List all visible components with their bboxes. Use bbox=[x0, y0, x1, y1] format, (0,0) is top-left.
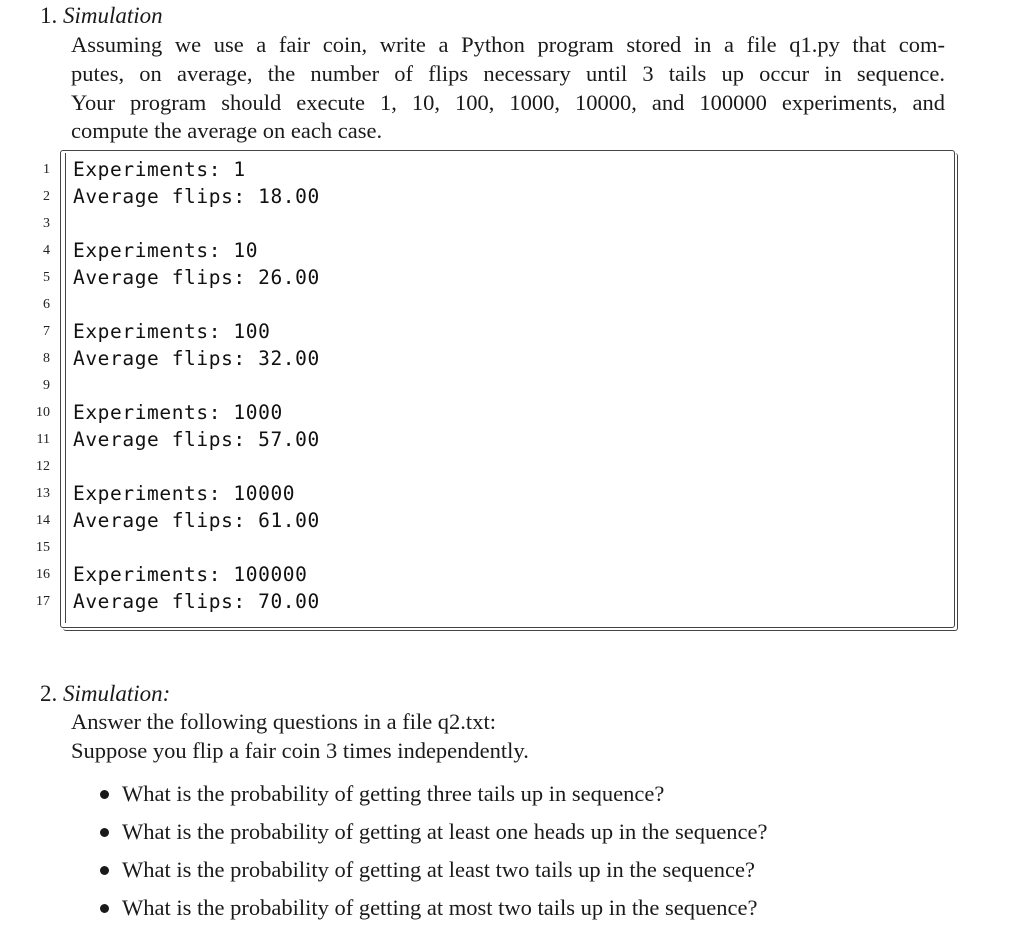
description-line: Assuming we use a fair coin, write a Python program stored in a file q1.py that com- bbox=[71, 32, 945, 57]
question-1-number: 1. bbox=[40, 3, 58, 28]
line-number: 5 bbox=[43, 270, 50, 285]
line-number: 10 bbox=[36, 405, 50, 420]
code-line: Average flips: 61.00 bbox=[73, 509, 320, 532]
gutter-divider bbox=[65, 153, 66, 623]
line-number: 15 bbox=[36, 540, 50, 555]
line-number: 2 bbox=[43, 189, 50, 204]
line-number: 8 bbox=[43, 351, 50, 366]
question-2-number: 2. bbox=[40, 681, 58, 706]
description-line: putes, on average, the number of flips necessary until 3 tails up occur in sequence. bbox=[71, 60, 945, 86]
bullet-dot-icon bbox=[100, 904, 109, 913]
description-line: Your program should execute 1, 10, 100, 1000, 10000, and 100000 experiments, and bbox=[71, 89, 945, 115]
question-2-heading bbox=[40, 680, 170, 708]
code-line: Average flips: 26.00 bbox=[73, 266, 320, 289]
code-line: Average flips: 70.00 bbox=[73, 590, 320, 613]
description-line: Answer the following questions in a file q2.txt: bbox=[71, 709, 496, 734]
question-1-description bbox=[71, 31, 945, 146]
code-line: Average flips: 18.00 bbox=[73, 185, 320, 208]
bullet-item: What is the probability of getting three tails up in sequence? bbox=[122, 781, 665, 806]
code-line: Experiments: 100000 bbox=[73, 563, 308, 586]
bullet-item: What is the probability of getting at least two tails up in the sequence? bbox=[122, 857, 755, 882]
question-2-description bbox=[71, 708, 945, 766]
code-line: Experiments: 100 bbox=[73, 320, 271, 343]
description-line: compute the average on each case. bbox=[71, 118, 383, 144]
code-frame bbox=[60, 150, 955, 628]
line-number: 14 bbox=[36, 513, 50, 528]
code-line: Experiments: 1 bbox=[73, 158, 246, 181]
question-2 bbox=[0, 680, 1024, 936]
question-2-title: Simulation: bbox=[63, 681, 171, 706]
line-number: 6 bbox=[43, 297, 50, 312]
question-1-title: Simulation bbox=[63, 3, 163, 28]
bullet-dot-icon bbox=[100, 828, 109, 837]
code-line: Experiments: 1000 bbox=[73, 401, 283, 424]
code-line: Average flips: 32.00 bbox=[73, 347, 320, 370]
bullet-dot-icon bbox=[100, 790, 109, 799]
line-number: 3 bbox=[43, 216, 50, 231]
code-listing bbox=[0, 150, 1024, 630]
code-line: Experiments: 10 bbox=[73, 239, 259, 262]
line-number: 1 bbox=[43, 162, 50, 177]
description-line: Suppose you flip a fair coin 3 times independently. bbox=[71, 737, 529, 763]
line-number: 9 bbox=[43, 378, 50, 393]
line-number: 7 bbox=[43, 324, 50, 339]
bullet-dot-icon bbox=[100, 866, 109, 875]
bullet-item: What is the probability of getting at least one heads up in the sequence? bbox=[122, 819, 768, 844]
code-line: Experiments: 10000 bbox=[73, 482, 296, 505]
line-number: 12 bbox=[36, 459, 50, 474]
line-number: 16 bbox=[36, 567, 50, 582]
code-line: Average flips: 57.00 bbox=[73, 428, 320, 451]
question-1-heading bbox=[40, 2, 163, 30]
bullet-item: What is the probability of getting at most two tails up in the sequence? bbox=[122, 895, 758, 920]
line-number: 13 bbox=[36, 486, 50, 501]
line-number: 11 bbox=[36, 432, 50, 447]
line-number: 17 bbox=[36, 594, 50, 609]
line-number: 4 bbox=[43, 243, 50, 258]
